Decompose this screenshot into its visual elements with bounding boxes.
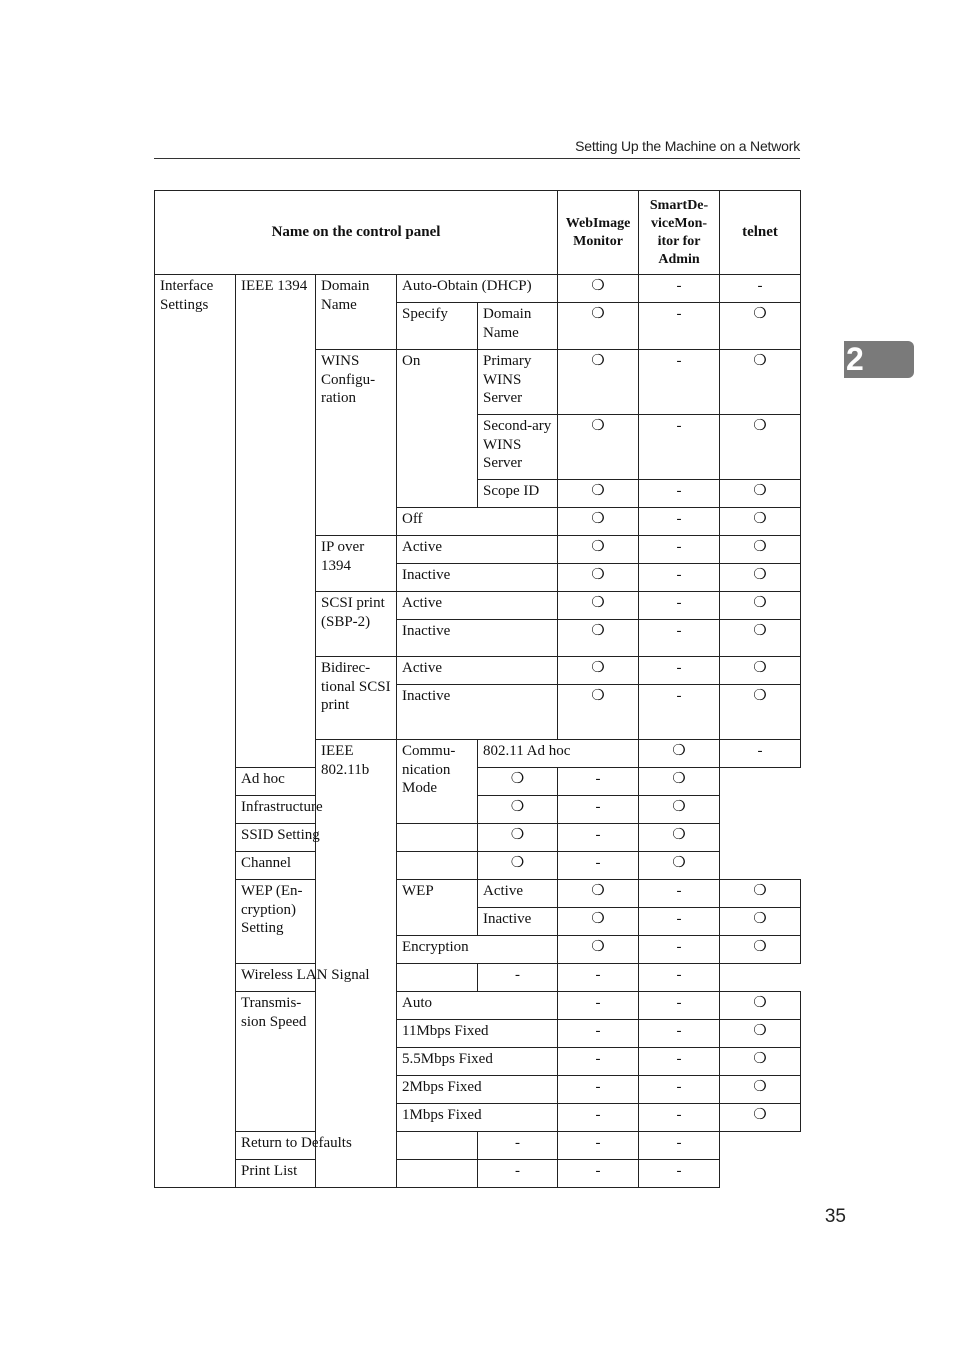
telnet-mark: ❍ [720, 992, 801, 1020]
sdm-mark: - [639, 620, 720, 657]
web-mark: ❍ [558, 350, 639, 415]
web-mark: ❍ [558, 880, 639, 908]
web-mark: ❍ [478, 824, 558, 852]
web-mark: ❍ [558, 415, 639, 480]
auto-cell: Auto [397, 992, 558, 1020]
wep-cell: WEP [397, 880, 478, 936]
telnet-mark: ❍ [720, 1048, 801, 1076]
domain-name-cell: Domain Name [316, 275, 397, 350]
web-mark: ❍ [478, 768, 558, 796]
sdm-mark: - [558, 796, 639, 824]
scope-id-cell: Scope ID [478, 480, 558, 508]
inactive-cell: Inactive [397, 685, 558, 740]
table-row [155, 964, 801, 992]
web-mark: - [478, 964, 558, 992]
telnet-mark: ❍ [720, 508, 801, 536]
table-row [155, 1160, 801, 1188]
web-mark: ❍ [558, 908, 639, 936]
telnet-mark: ❍ [720, 1104, 801, 1132]
wins-on-cell: On [397, 350, 478, 508]
sdm-mark: - [639, 350, 720, 415]
speed-11mbps-cell: 11Mbps Fixed [397, 1020, 558, 1048]
active-cell: Active [478, 880, 558, 908]
web-mark: ❍ [558, 685, 639, 740]
web-mark: ❍ [478, 852, 558, 880]
sdm-mark: - [639, 908, 720, 936]
table-header-row [155, 191, 801, 275]
inactive-cell: Inactive [397, 620, 558, 657]
telnet-mark: - [639, 1132, 720, 1160]
ip-over-1394-cell: IP over 1394 [316, 536, 397, 592]
sdm-mark: - [639, 415, 720, 480]
sdm-mark: - [639, 508, 720, 536]
active-cell: Active [397, 592, 558, 620]
web-mark: ❍ [558, 275, 639, 303]
web-mark: - [558, 1076, 639, 1104]
web-mark: ❍ [478, 796, 558, 824]
web-mark: - [478, 1132, 558, 1160]
specify-cell: Specify [397, 303, 478, 350]
sdm-mark: - [558, 768, 639, 796]
telnet-mark: ❍ [720, 1020, 801, 1048]
sdm-mark: - [639, 592, 720, 620]
return-to-defaults-cell: Return to Defaults [236, 1132, 478, 1160]
inactive-cell: Inactive [397, 564, 558, 592]
web-mark: ❍ [558, 936, 639, 964]
scsi-print-cell: SCSI print (SBP-2) [316, 592, 397, 657]
sdm-mark: - [639, 1104, 720, 1132]
settings-table [154, 190, 801, 1188]
web-mark: - [558, 1104, 639, 1132]
adhoc-80211-cell: 802.11 Ad hoc [478, 740, 639, 768]
ieee80211b-cell: IEEE 802.11b [316, 740, 397, 1188]
table-row [155, 992, 801, 1020]
sdm-mark: - [639, 880, 720, 908]
telnet-mark: ❍ [720, 657, 801, 685]
table-row [155, 275, 801, 303]
active-cell: Active [397, 657, 558, 685]
table-row [155, 768, 801, 796]
running-head: Setting Up the Machine on a Network [575, 138, 800, 154]
sdm-mark: - [558, 824, 639, 852]
header-telnet: telnet [720, 191, 801, 275]
wins-config-cell: WINS Configu-ration [316, 350, 397, 536]
telnet-mark: ❍ [720, 303, 801, 350]
sdm-mark: - [639, 685, 720, 740]
web-mark: ❍ [558, 536, 639, 564]
web-mark: ❍ [558, 303, 639, 350]
telnet-mark: ❍ [639, 768, 720, 796]
print-list-cell: Print List [236, 1160, 478, 1188]
web-mark: - [558, 1048, 639, 1076]
sdm-mark: - [639, 303, 720, 350]
telnet-mark: ❍ [720, 592, 801, 620]
telnet-mark: ❍ [720, 480, 801, 508]
telnet-mark: - [720, 275, 801, 303]
wins-off-cell: Off [397, 508, 558, 536]
transmission-speed-cell: Transmis-sion Speed [236, 992, 316, 1132]
sdm-mark: - [720, 740, 801, 768]
wireless-lan-signal-cell: Wireless LAN Signal [236, 964, 478, 992]
auto-obtain-cell: Auto-Obtain (DHCP) [397, 275, 558, 303]
telnet-mark: ❍ [720, 536, 801, 564]
infrastructure-cell: Infrastructure [236, 796, 397, 824]
comm-mode-cell: Commu-nication Mode [397, 740, 478, 824]
sdm-mark: - [639, 275, 720, 303]
web-mark: ❍ [558, 564, 639, 592]
ssid-setting-cell: SSID Setting [236, 824, 478, 852]
header-rule [154, 158, 800, 159]
telnet-mark: ❍ [720, 1076, 801, 1104]
table-row [155, 824, 801, 852]
channel-cell: Channel [236, 852, 478, 880]
header-web-image-monitor: WebImage Monitor [558, 191, 639, 275]
bidirectional-scsi-cell: Bidirec-tional SCSI print [316, 657, 397, 740]
sdm-mark: - [639, 1020, 720, 1048]
sdm-mark: - [558, 1160, 639, 1188]
active-cell: Active [397, 536, 558, 564]
sdm-mark: - [639, 936, 720, 964]
ieee1394-cell: IEEE 1394 [236, 275, 316, 768]
telnet-mark: ❍ [720, 415, 801, 480]
primary-wins-cell: Primary WINS Server [478, 350, 558, 415]
sdm-mark: - [639, 1048, 720, 1076]
telnet-mark: ❍ [720, 350, 801, 415]
speed-2mbps-cell: 2Mbps Fixed [397, 1076, 558, 1104]
table-row [155, 852, 801, 880]
sdm-mark: - [639, 536, 720, 564]
web-mark: ❍ [558, 620, 639, 657]
sdm-mark: - [558, 1132, 639, 1160]
telnet-mark: - [639, 964, 720, 992]
web-mark: ❍ [558, 480, 639, 508]
telnet-mark: ❍ [720, 880, 801, 908]
inactive-cell: Inactive [478, 908, 558, 936]
web-mark: ❍ [558, 592, 639, 620]
secondary-wins-cell: Second-ary WINS Server [478, 415, 558, 480]
telnet-mark: ❍ [720, 620, 801, 657]
table-row [155, 880, 801, 908]
sdm-mark: - [639, 992, 720, 1020]
speed-5-5mbps-cell: 5.5Mbps Fixed [397, 1048, 558, 1076]
web-mark: - [558, 1020, 639, 1048]
sdm-mark: - [558, 852, 639, 880]
table-row [155, 796, 801, 824]
sdm-mark: - [558, 964, 639, 992]
domain-name-sub-cell: Domain Name [478, 303, 558, 350]
web-mark: - [558, 992, 639, 1020]
telnet-mark: ❍ [639, 852, 720, 880]
telnet-mark: ❍ [720, 564, 801, 592]
web-mark: ❍ [558, 508, 639, 536]
telnet-mark: ❍ [639, 824, 720, 852]
page-number: 35 [824, 1206, 846, 1227]
sdm-mark: - [639, 480, 720, 508]
chapter-tab: 2 [844, 341, 914, 378]
speed-1mbps-cell: 1Mbps Fixed [397, 1104, 558, 1132]
wep-setting-cell: WEP (En-cryption) Setting [236, 880, 316, 964]
web-mark: - [478, 1160, 558, 1188]
web-mark: ❍ [639, 740, 720, 768]
telnet-mark: ❍ [720, 908, 801, 936]
telnet-mark: - [639, 1160, 720, 1188]
sdm-mark: - [639, 657, 720, 685]
header-name-on-control-panel: Name on the control panel [155, 191, 558, 275]
sdm-mark: - [639, 564, 720, 592]
telnet-mark: ❍ [639, 796, 720, 824]
header-smartdevicemonitor: SmartDe-viceMon-itor for Admin [639, 191, 720, 275]
encryption-cell: Encryption [397, 936, 558, 964]
telnet-mark: ❍ [720, 685, 801, 740]
sdm-mark: - [639, 1076, 720, 1104]
interface-settings-cell: Interface Settings [155, 275, 236, 1188]
telnet-mark: ❍ [720, 936, 801, 964]
adhoc-cell: Ad hoc [236, 768, 397, 796]
web-mark: ❍ [558, 657, 639, 685]
table-row [155, 1132, 801, 1160]
